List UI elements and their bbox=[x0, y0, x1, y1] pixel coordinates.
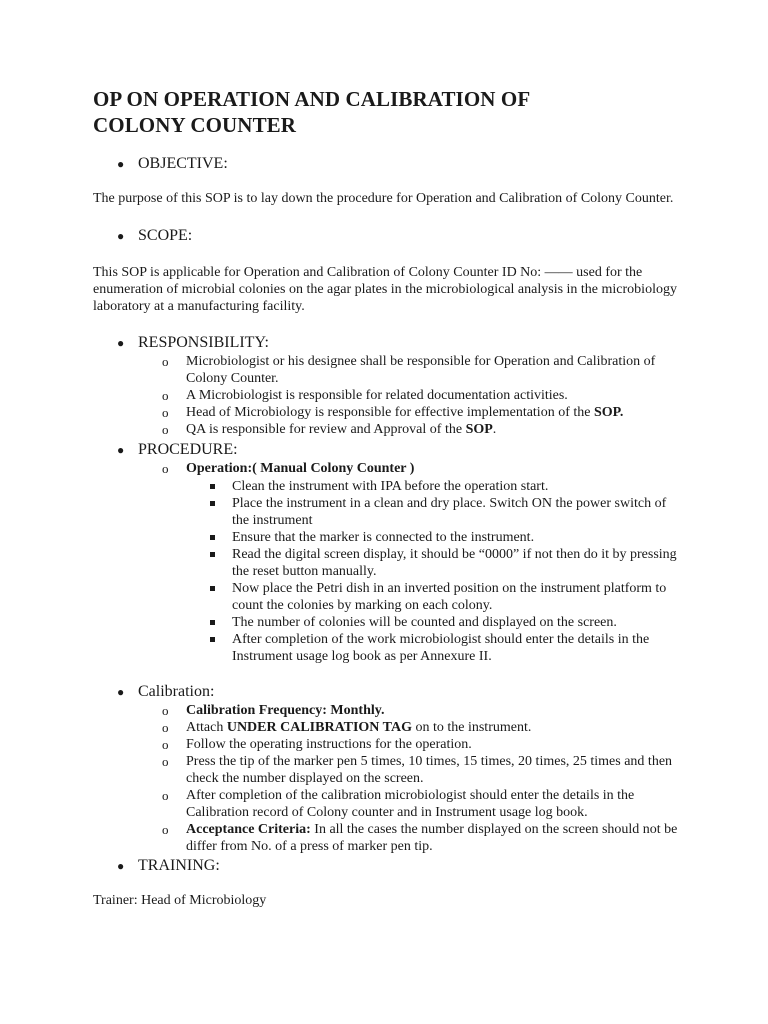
list-item: o Acceptance Criteria: In all the cases the number displayed on the screen should not be differ from No. of a press of marker pen tip. bbox=[162, 822, 678, 854]
list-item: o Microbiologist or his designee shall be responsible for Operation and Calibration of Colony Counter. bbox=[162, 354, 656, 386]
bullet-icon: ● bbox=[117, 229, 125, 243]
calibration-heading-text: Calibration: bbox=[138, 683, 215, 700]
circle-bullet-icon: o bbox=[162, 720, 169, 735]
list-item: Ensure that the marker is connected to the instrument. bbox=[93, 529, 683, 546]
calibration-heading bbox=[93, 682, 683, 702]
procedure-list bbox=[93, 460, 683, 477]
training-heading-text: TRAINING: bbox=[138, 857, 220, 874]
square-bullet-icon bbox=[210, 620, 215, 625]
square-bullet-icon bbox=[210, 637, 215, 642]
square-bullet-icon bbox=[210, 501, 215, 506]
square-bullet-icon bbox=[210, 535, 215, 540]
scope-heading-text: SCOPE: bbox=[138, 227, 193, 244]
responsibility-list bbox=[93, 353, 683, 438]
title-line-1: OP ON OPERATION AND CALIBRATION OF bbox=[93, 87, 531, 111]
list-item: Place the instrument in a clean and dry place. Switch ON the power switch of the instrument bbox=[93, 495, 683, 529]
calibration-list bbox=[93, 702, 683, 855]
procedure-heading-text: PROCEDURE: bbox=[138, 441, 238, 458]
square-bullet-icon bbox=[210, 586, 215, 591]
bullet-icon: ● bbox=[117, 336, 125, 350]
list-item: o QA is responsible for review and Approval of the SOP. bbox=[162, 422, 497, 437]
objective-text: The purpose of this SOP is to lay down the procedure for Operation and Calibration of Colony Counter. bbox=[93, 191, 674, 206]
list-item: After completion of the work microbiologist should enter the details in the Instrument usage log book as per Annexure II. bbox=[93, 631, 683, 665]
list-item: o Calibration Frequency: Monthly. bbox=[162, 703, 385, 718]
circle-bullet-icon: o bbox=[162, 388, 169, 403]
procedure-heading bbox=[93, 440, 683, 460]
list-item: Clean the instrument with IPA before the operation start. bbox=[93, 478, 683, 495]
document-page bbox=[93, 86, 683, 909]
circle-bullet-icon: o bbox=[162, 461, 169, 476]
training-heading bbox=[93, 856, 683, 876]
objective-heading-text: OBJECTIVE: bbox=[138, 155, 228, 172]
list-item: o A Microbiologist is responsible for related documentation activities. bbox=[162, 388, 568, 403]
circle-bullet-icon: o bbox=[162, 822, 169, 837]
circle-bullet-icon: o bbox=[162, 354, 169, 369]
document-title bbox=[93, 86, 683, 138]
bullet-icon: ● bbox=[117, 685, 125, 699]
operation-label: Operation:( Manual Colony Counter ) bbox=[186, 461, 415, 476]
list-item: o Head of Microbiology is responsible for effective implementation of the SOP. bbox=[162, 405, 624, 420]
circle-bullet-icon: o bbox=[162, 788, 169, 803]
list-item: Now place the Petri dish in an inverted position on the instrument platform to count the colonies by marking on each colony. bbox=[93, 580, 683, 614]
list-item: o Attach UNDER CALIBRATION TAG on to the instrument. bbox=[162, 720, 532, 735]
list-item: o Press the tip of the marker pen 5 times, 10 times, 15 times, 20 times, 25 times and then check the number displayed on the screen. bbox=[162, 754, 673, 786]
list-item: o After completion of the calibration microbiologist should enter the details in the Calibration record of Colony counter and in Instrument usage log book. bbox=[162, 788, 635, 820]
square-bullet-icon bbox=[210, 484, 215, 489]
trainer-text: Trainer: Head of Microbiology bbox=[93, 893, 267, 908]
scope-text: This SOP is applicable for Operation and Calibration of Colony Counter ID No: —— used for the enumeration of microbial colonies on the agar plates in the microbiological analysis in the microbiology laboratory at a manufacturing facility. bbox=[93, 265, 677, 314]
circle-bullet-icon: o bbox=[162, 737, 169, 752]
list-item bbox=[93, 460, 683, 477]
operation-steps bbox=[93, 478, 683, 665]
title-line-2: COLONY COUNTER bbox=[93, 113, 297, 137]
responsibility-heading bbox=[93, 333, 683, 353]
bullet-icon: ● bbox=[117, 443, 125, 457]
circle-bullet-icon: o bbox=[162, 422, 169, 437]
scope-heading bbox=[93, 226, 683, 246]
bullet-icon: ● bbox=[117, 157, 125, 171]
objective-heading bbox=[93, 154, 683, 174]
circle-bullet-icon: o bbox=[162, 703, 169, 718]
circle-bullet-icon: o bbox=[162, 754, 169, 769]
list-item: o Follow the operating instructions for the operation. bbox=[162, 737, 472, 752]
circle-bullet-icon: o bbox=[162, 405, 169, 420]
list-item: The number of colonies will be counted and displayed on the screen. bbox=[93, 614, 683, 631]
square-bullet-icon bbox=[210, 552, 215, 557]
responsibility-heading-text: RESPONSIBILITY: bbox=[138, 334, 269, 351]
list-item: Read the digital screen display, it should be “0000” if not then do it by pressing the reset button manually. bbox=[93, 546, 683, 580]
bullet-icon: ● bbox=[117, 859, 125, 873]
